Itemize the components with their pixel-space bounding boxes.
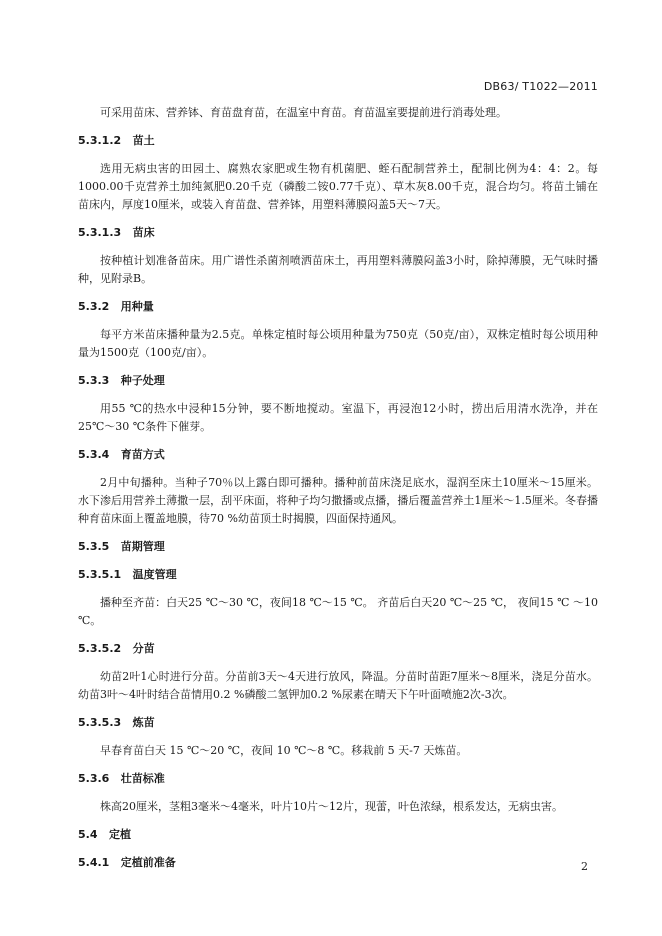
section-heading-5-3-1-2: 5.3.1.2 苗土 <box>78 134 155 147</box>
document-code: DB63/ T1022—2011 <box>483 80 598 93</box>
section-heading-5-3-1-3: 5.3.1.3 苗床 <box>78 226 155 239</box>
section-heading-5-3-4: 5.3.4 育苗方式 <box>78 448 165 461</box>
section-heading-5-3-5: 5.3.5 苗期管理 <box>78 540 165 553</box>
paragraph: 用55 ℃的热水中浸种15分钟，要不断地搅动。室温下，再浸泡12小时，捞出后用清水洗净，并在25℃～30 ℃条件下催芽。 <box>78 402 598 433</box>
paragraph: 幼苗2叶1心时进行分苗。分苗前3天～4天进行放风，降温。分苗时苗距7厘米～8厘米，浇足分苗水。幼苗3叶～4叶时结合苗情用0.2 %磷酸二氢钾加0.2 %尿素在晴天下午叶面喷施2次-3次。 <box>78 670 598 701</box>
section-heading-5-3-3: 5.3.3 种子处理 <box>78 374 165 387</box>
paragraph: 播种至齐苗：白天25 ℃～30 ℃，夜间18 ℃～15 ℃。 齐苗后白天20 ℃～25 ℃， 夜间15 ℃ ～10 ℃。 <box>78 596 598 627</box>
document-body <box>78 104 598 872</box>
section-heading-5-3-5-2: 5.3.5.2 分苗 <box>78 642 155 655</box>
paragraph: 株高20厘米，茎粗3毫米～4毫米，叶片10片～12片，现蕾，叶色浓绿，根系发达，无病虫害。 <box>100 800 563 813</box>
paragraph: 可采用苗床、营养钵、育苗盘育苗，在温室中育苗。育苗温室要提前进行消毒处理。 <box>100 106 507 119</box>
section-heading-5-3-2: 5.3.2 用种量 <box>78 300 154 313</box>
paragraph: 选用无病虫害的田园土、腐熟农家肥或生物有机菌肥、蛭石配制营养土，配制比例为4：4：2。每1000.00千克营养土加纯氮肥0.20千克（磷酸二铵0.77千克）、草木灰8.00千克，混合均匀。将苗土铺在苗床内，厚度10厘米，或装入育苗盘、营养钵，用塑料薄膜闷盖5天～7天。 <box>78 162 598 211</box>
paragraph: 每平方米苗床播种量为2.5克。单株定植时每公顷用种量为750克（50克/亩），双株定植时每公顷用种量为1500克（100克/亩）。 <box>78 328 598 359</box>
section-heading-5-3-6: 5.3.6 壮苗标准 <box>78 772 165 785</box>
section-heading-5-3-5-3: 5.3.5.3 炼苗 <box>78 716 155 729</box>
paragraph: 2月中旬播种。当种子70％以上露白即可播种。播种前苗床浇足底水，湿润至床土10厘米～15厘米。水下渗后用营养土薄撒一层，刮平床面，将种子均匀撒播或点播，播后覆盖营养土1厘米～1.5厘米。冬春播种育苗床面上覆盖地膜，待70 %幼苗顶土时揭膜，四面保持通风。 <box>78 476 598 525</box>
paragraph: 按种植计划准备苗床。用广谱性杀菌剂喷洒苗床土，再用塑料薄膜闷盖3小时，除掉薄膜，无气味时播种，见附录B。 <box>78 254 598 285</box>
page-number: 2 <box>581 860 588 873</box>
section-heading-5-4: 5.4 定植 <box>78 828 131 841</box>
section-heading-5-4-1: 5.4.1 定植前准备 <box>78 856 176 869</box>
paragraph: 早春育苗白天 15 ℃～20 ℃，夜间 10 ℃～8 ℃。移栽前 5 天-7 天炼苗。 <box>100 744 468 757</box>
section-heading-5-3-5-1: 5.3.5.1 温度管理 <box>78 568 177 581</box>
